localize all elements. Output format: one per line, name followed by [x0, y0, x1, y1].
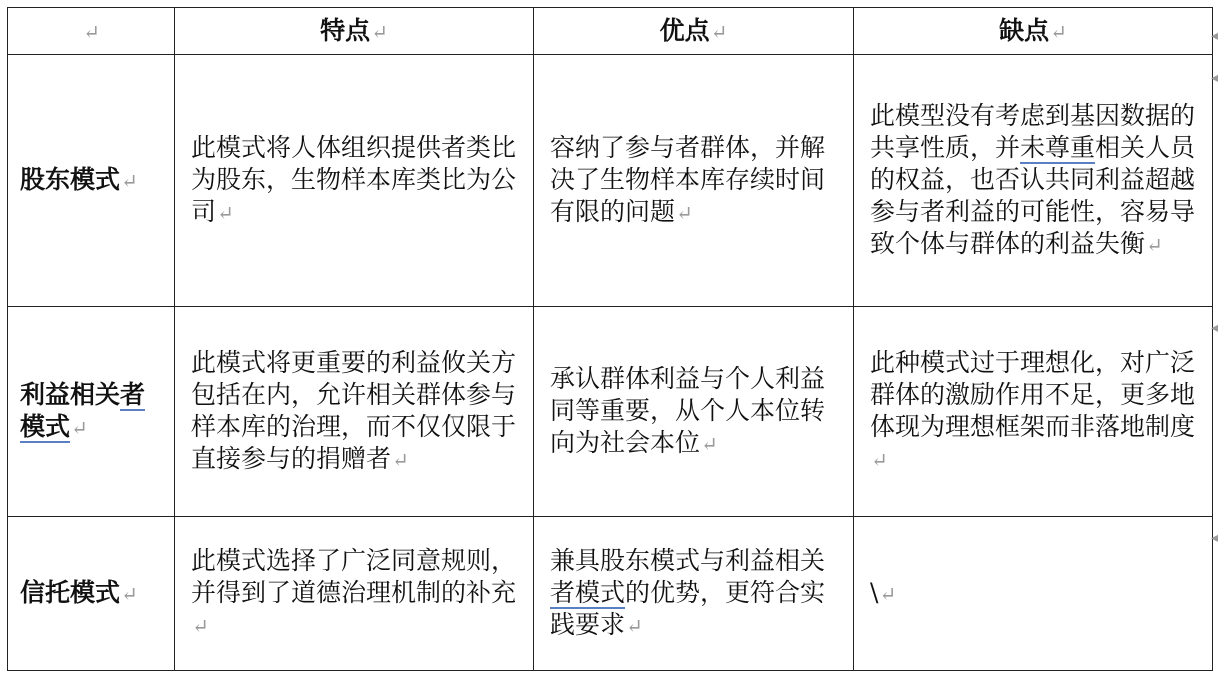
- features-cell: 此模式将更重要的利益攸关方包括在内，允许相关群体参与样本库的治理，而不仅仅限于直接参与的捐赠者↵: [175, 307, 534, 517]
- disadvantages-cell: 此种模式过于理想化，对广泛群体的激励作用不足，更多地体现为理想框架而非落地制度↵: [854, 307, 1213, 517]
- disadvantages-cell: \↵: [854, 517, 1213, 671]
- row-end-marker-icon: ◂: [1210, 320, 1218, 336]
- paragraph-mark-icon: ↵: [710, 19, 728, 44]
- table-row: [8, 517, 1213, 671]
- paragraph-mark-icon: ↵: [192, 614, 209, 638]
- corner-cell: [8, 8, 175, 55]
- row-end-marker-icon: ◂: [1210, 28, 1218, 44]
- table-row: [8, 307, 1213, 517]
- row-label: 股东模式↵: [8, 55, 175, 307]
- paragraph-mark-icon: ↵: [217, 201, 234, 225]
- header-row: [8, 8, 1213, 55]
- spellcheck-underline[interactable]: 者模式: [20, 380, 146, 441]
- paragraph-mark-icon: ↵: [626, 614, 643, 638]
- paragraph-mark-icon: ↵: [121, 582, 138, 606]
- paragraph-mark-icon: ↵: [1050, 19, 1067, 44]
- paragraph-mark-icon: ↵: [1146, 233, 1163, 257]
- header-features: 特点↵: [175, 8, 534, 55]
- header-disadvantages: 缺点↵: [854, 8, 1213, 55]
- advantages-cell: 兼具股东模式与利益相关者模式的优势，更符合实践要求↵: [534, 517, 854, 671]
- table-row: [8, 55, 1213, 307]
- row-end-marker-icon: ◂: [1210, 530, 1218, 546]
- paragraph-mark-icon: ↵: [371, 19, 388, 44]
- features-cell: 此模式将人体组织提供者类比为股东，生物样本库类比为公司↵: [175, 55, 534, 307]
- row-label: 利益相关者模式↵: [8, 307, 175, 517]
- comparison-table: [7, 7, 1213, 671]
- header-advantages: 优点↵: [534, 8, 854, 55]
- paragraph-mark-icon: ↵: [701, 432, 718, 456]
- disadvantages-cell: 此模型没有考虑到基因数据的共享性质，并未尊重相关人员的权益，也否认共同利益超越参与者利益的可能性，容易导致个体与群体的利益失衡↵: [854, 55, 1213, 307]
- advantages-cell: 容纳了参与者群体，并解决了生物样本库存续时间有限的问题↵: [534, 55, 854, 307]
- paragraph-mark-icon: ↵: [392, 448, 409, 472]
- paragraph-mark-icon: ↵: [83, 19, 100, 44]
- paragraph-mark-icon: ↵: [676, 201, 693, 225]
- paragraph-mark-icon: ↵: [121, 169, 138, 193]
- paragraph-mark-icon: ↵: [879, 582, 897, 606]
- advantages-cell: 承认群体利益与个人利益同等重要，从个人本位转向为社会本位↵: [534, 307, 854, 517]
- row-label: 信托模式↵: [8, 517, 175, 671]
- paragraph-mark-icon: ↵: [71, 416, 88, 440]
- features-cell: 此模式选择了广泛同意规则，并得到了道德治理机制的补充↵: [175, 517, 534, 671]
- paragraph-mark-icon: ↵: [871, 448, 888, 472]
- spellcheck-underline[interactable]: 未尊重: [1020, 133, 1096, 162]
- spellcheck-underline[interactable]: 者模式: [550, 578, 626, 607]
- row-end-marker-icon: ◂: [1210, 70, 1218, 86]
